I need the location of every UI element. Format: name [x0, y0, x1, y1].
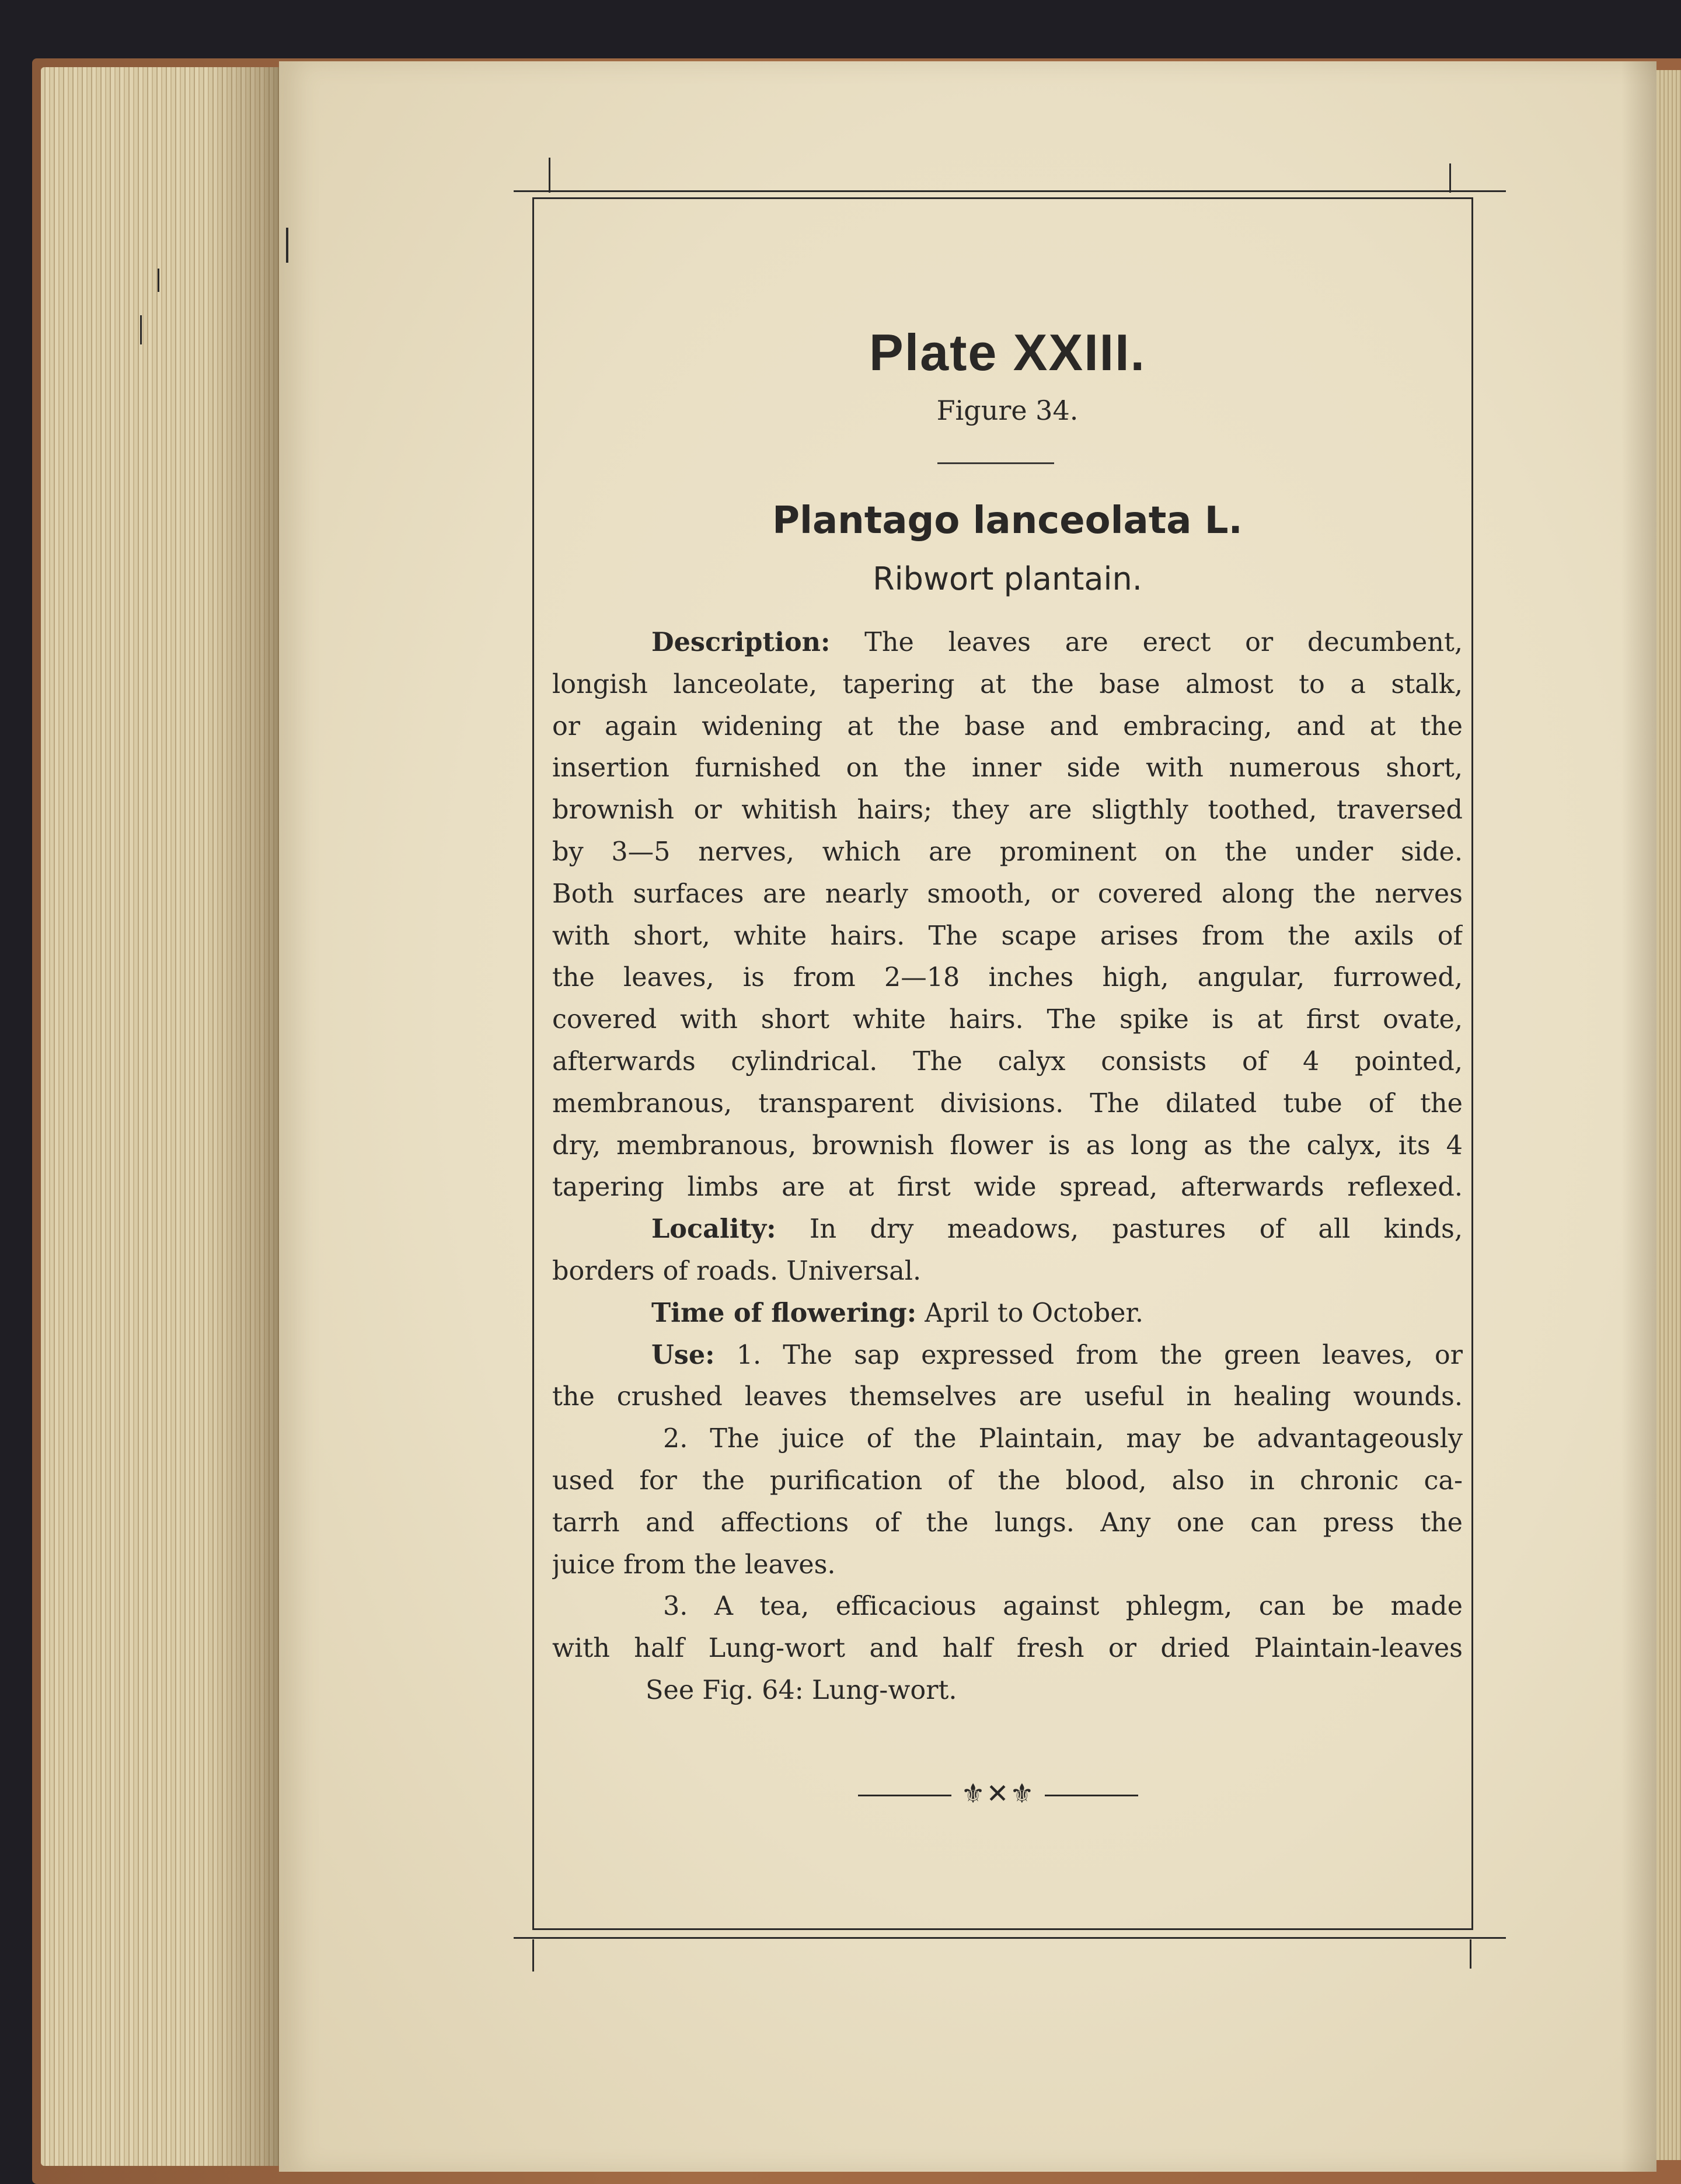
flowering-line: Time of flowering: April to October.	[651, 1297, 1144, 1328]
description-line: Description: The leaves are erect or decumbent,	[651, 627, 1463, 657]
frame-bottom-rule	[514, 1937, 1506, 1939]
use-line: Use: 1. The sap expressed from the green leaves, or	[651, 1339, 1463, 1370]
page-stack-shadow	[204, 67, 286, 2166]
margin-mark	[158, 269, 159, 292]
species-common-name: Ribwort plantain.	[873, 560, 1142, 597]
ornament-left-dash	[858, 1795, 951, 1796]
use2-line: used for the purification of the blood, also in chronic ca-	[552, 1465, 1463, 1496]
description-line: by 3—5 nerves, which are prominent on the under side.	[552, 837, 1463, 867]
use-line: the crushed leaves themselves are useful in healing wounds.	[552, 1382, 1463, 1412]
flowering-label: Time of flowering:	[651, 1297, 917, 1328]
frame-top-rule	[514, 190, 1506, 192]
title-divider	[937, 462, 1054, 464]
ornament-glyph: ⚜✕⚜	[961, 1778, 1035, 1809]
description-line: dry, membranous, brownish flower is as long as the calyx, its 4	[552, 1130, 1463, 1161]
description-line: with short, white hairs. The scape arises from the axils of	[552, 921, 1463, 951]
margin-mark	[140, 315, 142, 344]
description-line: or again widening at the base and embracing, and at the	[552, 711, 1463, 741]
description-line: afterwards cylindrical. The calyx consists of 4 pointed,	[552, 1046, 1463, 1077]
use-label: Use:	[651, 1339, 715, 1370]
closing-ornament	[829, 1778, 1167, 1809]
description-line: the leaves, is from 2—18 inches high, angular, furrowed,	[552, 963, 1463, 993]
right-page-edges	[1656, 70, 1681, 2160]
description-line: insertion furnished on the inner side with numerous short,	[552, 753, 1463, 783]
locality-label: Locality:	[651, 1214, 776, 1245]
frame-tick	[549, 158, 550, 193]
use3-line: 3. A tea, efficacious against phlegm, can be made	[663, 1591, 1463, 1622]
body-text	[552, 622, 1463, 1712]
plate-title: Plate XXIII.	[869, 323, 1146, 381]
description-label: Description:	[651, 627, 831, 657]
margin-mark	[286, 228, 288, 263]
description-line: Both surfaces are nearly smooth, or covered along the nerves	[552, 879, 1463, 909]
ornament-right-dash	[1045, 1795, 1138, 1796]
use2-line: tarrh and affections of the lungs. Any one can press the	[552, 1507, 1463, 1538]
frame-tick	[532, 1939, 534, 1971]
use2-line: juice from the leaves.	[552, 1549, 836, 1580]
description-line: tapering limbs are at first wide spread, afterwards reflexed.	[552, 1172, 1463, 1203]
description-line: covered with short white hairs. The spike is at first ovate,	[552, 1005, 1463, 1035]
page-gutter-shadow	[1621, 61, 1656, 2172]
locality-line: borders of roads. Universal.	[552, 1256, 922, 1286]
see-also-line: See Fig. 64: Lung-wort.	[646, 1675, 957, 1705]
frame-tick	[1470, 1939, 1471, 1969]
use2-line: 2. The juice of the Plaintain, may be advantageously	[663, 1424, 1463, 1454]
figure-number: Figure 34.	[936, 395, 1079, 426]
description-line: longish lanceolate, tapering at the base almost to a stalk,	[552, 669, 1463, 699]
description-line: membranous, transparent divisions. The dilated tube of the	[552, 1088, 1463, 1119]
locality-line: Locality: In dry meadows, pastures of all kinds,	[651, 1214, 1463, 1245]
description-line: brownish or whitish hairs; they are sligthly toothed, traversed	[552, 795, 1463, 825]
use3-line: with half Lung-wort and half fresh or dried Plaintain-leaves	[552, 1633, 1463, 1664]
frame-tick	[1449, 163, 1451, 193]
species-latin-name: Plantago lanceolata L.	[772, 499, 1243, 542]
